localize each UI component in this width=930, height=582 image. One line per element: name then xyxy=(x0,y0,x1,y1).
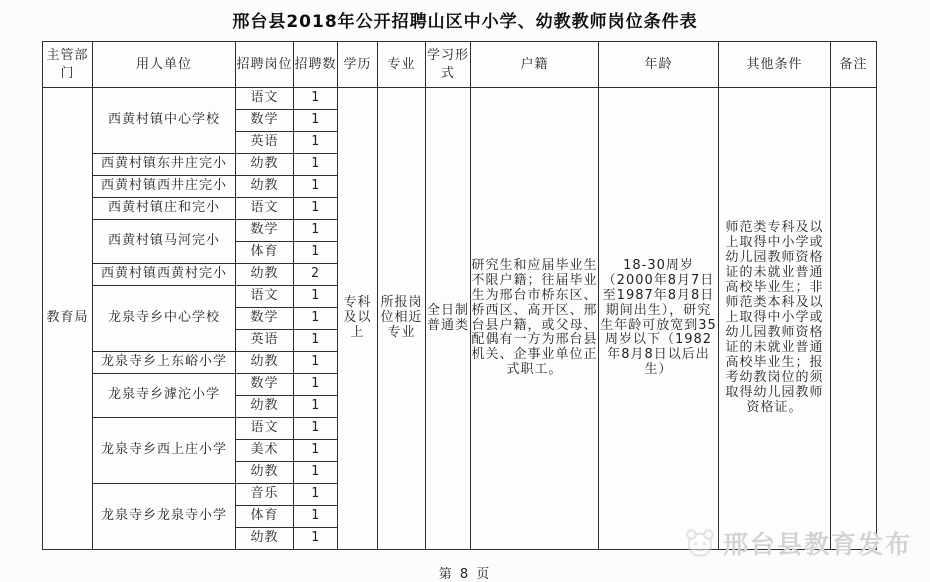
count-cell: 1 xyxy=(294,286,338,308)
count-cell: 1 xyxy=(294,110,338,132)
unit-cell: 西黄村镇马河完小 xyxy=(93,220,236,264)
count-cell: 1 xyxy=(294,242,338,264)
subject-cell: 音乐 xyxy=(236,484,294,506)
count-cell: 1 xyxy=(294,352,338,374)
column-header-7: 户籍 xyxy=(471,42,599,88)
unit-cell: 龙泉寺乡上东峪小学 xyxy=(93,352,236,374)
household-cell: 研究生和应届毕业生不限户籍；往届毕业生为邢台市桥东区、桥西区、高开区、邢台县户籍，或父母、配偶有一方为邢台县机关、企事业单位正式职工。 xyxy=(471,88,599,550)
unit-cell: 龙泉寺乡中心学校 xyxy=(93,286,236,352)
count-cell: 1 xyxy=(294,132,338,154)
watermark-text: 邢台县教育发布 xyxy=(722,530,912,559)
count-cell: 1 xyxy=(294,220,338,242)
column-header-9: 其他条件 xyxy=(719,42,831,88)
page-number: 第 8 页 xyxy=(438,567,492,582)
unit-cell: 龙泉寺乡西上庄小学 xyxy=(93,418,236,484)
count-cell: 1 xyxy=(294,154,338,176)
remark-cell xyxy=(831,88,877,550)
column-header-0: 主管部门 xyxy=(43,42,93,88)
subject-cell: 数学 xyxy=(236,220,294,242)
count-cell: 1 xyxy=(294,462,338,484)
subject-cell: 幼教 xyxy=(236,462,294,484)
subject-cell: 幼教 xyxy=(236,396,294,418)
subject-cell: 幼教 xyxy=(236,176,294,198)
subject-cell: 英语 xyxy=(236,132,294,154)
count-cell: 1 xyxy=(294,528,338,550)
count-cell: 1 xyxy=(294,418,338,440)
study_form-cell: 全日制普通类 xyxy=(426,88,471,550)
count-cell: 1 xyxy=(294,330,338,352)
count-cell: 1 xyxy=(294,506,338,528)
education-cell: 专科及以上 xyxy=(338,88,378,550)
subject-cell: 数学 xyxy=(236,308,294,330)
subject-cell: 语文 xyxy=(236,418,294,440)
column-header-5: 专业 xyxy=(378,42,426,88)
count-cell: 1 xyxy=(294,396,338,418)
major-cell: 所报岗位相近专业 xyxy=(378,88,426,550)
unit-cell: 西黄村镇东井庄完小 xyxy=(93,154,236,176)
unit-cell: 西黄村镇中心学校 xyxy=(93,88,236,154)
count-cell: 1 xyxy=(294,484,338,506)
count-cell: 1 xyxy=(294,374,338,396)
department-cell: 教育局 xyxy=(43,88,93,550)
subject-cell: 美术 xyxy=(236,440,294,462)
subject-cell: 语文 xyxy=(236,198,294,220)
table-row xyxy=(43,88,877,110)
subject-cell: 英语 xyxy=(236,330,294,352)
subject-cell: 幼教 xyxy=(236,528,294,550)
subject-cell: 语文 xyxy=(236,286,294,308)
column-header-2: 招聘岗位 xyxy=(236,42,294,88)
count-cell: 1 xyxy=(294,176,338,198)
unit-cell: 西黄村镇西井庄完小 xyxy=(93,176,236,198)
header-row xyxy=(43,42,877,88)
count-cell: 2 xyxy=(294,264,338,286)
subject-cell: 体育 xyxy=(236,242,294,264)
other-cell: 师范类专科及以上取得中小学或幼儿园教师资格证的未就业普通高校毕业生；非师范类本科及以上取得中小学或幼儿园教师资格证的未就业普通高校毕业生；报考幼教岗位的须取得幼儿园教师资格证。 xyxy=(719,88,831,550)
column-header-1: 用人单位 xyxy=(93,42,236,88)
recruitment-table xyxy=(42,41,877,550)
count-cell: 1 xyxy=(294,88,338,110)
column-header-4: 学历 xyxy=(338,42,378,88)
subject-cell: 幼教 xyxy=(236,154,294,176)
subject-cell: 幼教 xyxy=(236,264,294,286)
column-header-3: 招聘数 xyxy=(294,42,338,88)
unit-cell: 西黄村镇西黄村完小 xyxy=(93,264,236,286)
count-cell: 1 xyxy=(294,308,338,330)
age-cell: 18-30周岁（2000年8月7日至1987年8月8日期间出生），研究生年龄可放宽到35周岁以下（1982年8月8日以后出生） xyxy=(599,88,719,550)
subject-cell: 幼教 xyxy=(236,352,294,374)
count-cell: 1 xyxy=(294,440,338,462)
column-header-8: 年龄 xyxy=(599,42,719,88)
subject-cell: 数学 xyxy=(236,110,294,132)
unit-cell: 西黄村镇庄和完小 xyxy=(93,198,236,220)
column-header-6: 学习形式 xyxy=(426,42,471,88)
page-title: 邢台县2018年公开招聘山区中小学、幼教教师岗位条件表 xyxy=(232,12,698,32)
count-cell: 1 xyxy=(294,198,338,220)
subject-cell: 语文 xyxy=(236,88,294,110)
subject-cell: 体育 xyxy=(236,506,294,528)
column-header-10: 备注 xyxy=(831,42,877,88)
table-body xyxy=(43,88,877,550)
subject-cell: 数学 xyxy=(236,374,294,396)
unit-cell: 龙泉寺乡龙泉寺小学 xyxy=(93,484,236,550)
unit-cell: 龙泉寺乡滹沱小学 xyxy=(93,374,236,418)
